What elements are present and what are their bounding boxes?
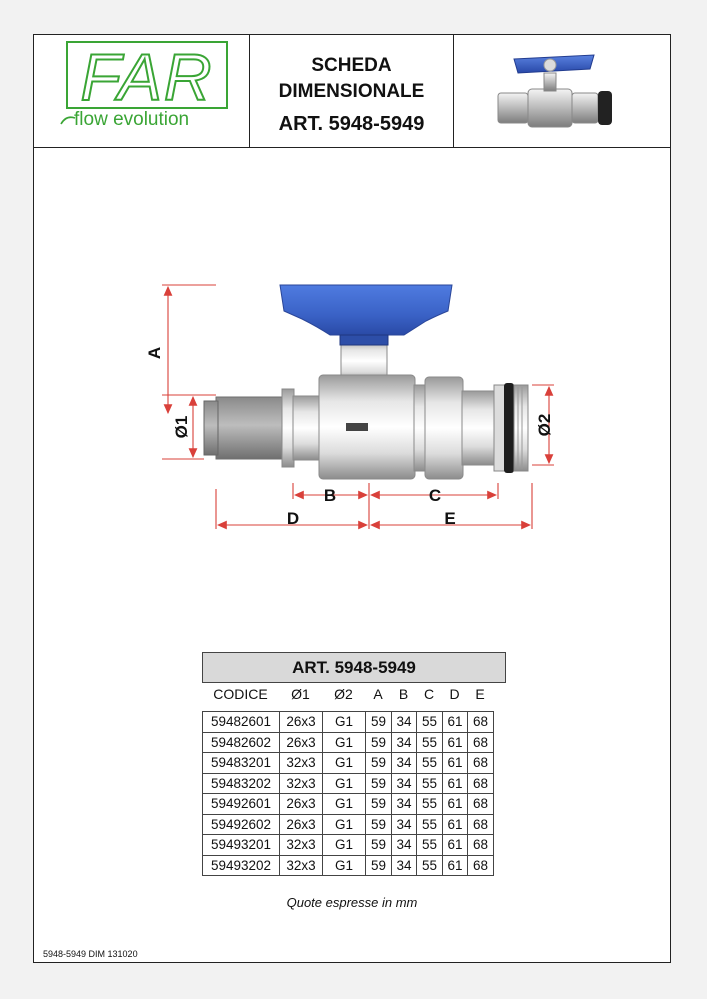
table-cell: 34 (392, 732, 417, 753)
table-cell: 55 (417, 794, 443, 815)
table-cell: 55 (417, 855, 443, 876)
table-cell: 32x3 (280, 773, 323, 794)
table-title: ART. 5948-5949 (202, 652, 506, 683)
table-cell: 59483201 (203, 753, 280, 774)
table-cell: 55 (417, 773, 443, 794)
table-cell: 68 (468, 732, 494, 753)
table-row (203, 753, 494, 774)
table-cell: 34 (392, 855, 417, 876)
header-codice: CODICE (213, 686, 268, 702)
table-cell: 34 (392, 794, 417, 815)
table-cell: G1 (323, 773, 366, 794)
table-cell: 59 (366, 712, 392, 733)
units-note: Quote espresse in mm (286, 895, 418, 910)
table-row (203, 855, 494, 876)
table-row (203, 732, 494, 753)
table-cell: 32x3 (280, 855, 323, 876)
table-cell: 55 (417, 712, 443, 733)
header-d: D (449, 686, 460, 702)
table-row (203, 773, 494, 794)
table-cell: 59 (366, 855, 392, 876)
table-cell: 68 (468, 835, 494, 856)
table-cell: 59 (366, 835, 392, 856)
logo-wordmark: FAR (80, 40, 214, 114)
table-cell: 61 (443, 732, 468, 753)
header-c: C (423, 686, 435, 702)
table-cell: G1 (323, 794, 366, 815)
table-cell: G1 (323, 732, 366, 753)
article-number: ART. 5948-5949 (278, 113, 425, 135)
table-cell: 55 (417, 835, 443, 856)
header-a: A (373, 686, 383, 702)
table-cell: 55 (417, 753, 443, 774)
table-cell: 59 (366, 814, 392, 835)
table-cell: G1 (323, 835, 366, 856)
table-cell: 59 (366, 753, 392, 774)
table-cell: 68 (468, 855, 494, 876)
table-cell: 34 (392, 753, 417, 774)
table-cell: 61 (443, 835, 468, 856)
table-cell: 68 (468, 712, 494, 733)
header-b: B (398, 686, 409, 702)
table-cell: 55 (417, 732, 443, 753)
table-header-row (202, 686, 506, 706)
table-cell: 59493201 (203, 835, 280, 856)
table-cell: 55 (417, 814, 443, 835)
table-cell: 68 (468, 794, 494, 815)
dim-label-B: B (323, 486, 337, 505)
table-cell: 59 (366, 773, 392, 794)
blue-handle (280, 285, 452, 335)
header-d1: Ø1 (291, 686, 310, 702)
dim-label-d1: Ø1 (172, 415, 191, 439)
header-e: E (475, 686, 485, 702)
table-cell: 34 (392, 773, 417, 794)
table-cell: 26x3 (280, 712, 323, 733)
table-row (203, 814, 494, 835)
dimension-drawing (34, 35, 670, 595)
title-line-2: DIMENSIONALE (278, 81, 425, 102)
table-cell: 61 (443, 814, 468, 835)
table-cell: 32x3 (280, 753, 323, 774)
table-cell: 59 (366, 794, 392, 815)
dim-label-D: D (286, 509, 300, 528)
document-reference: 5948-5949 DIM 131020 (43, 949, 138, 959)
table-cell: 59493202 (203, 855, 280, 876)
table-cell: 59492601 (203, 794, 280, 815)
table-cell: 59482601 (203, 712, 280, 733)
table-cell: 68 (468, 753, 494, 774)
table-cell: 34 (392, 712, 417, 733)
header-d2: Ø2 (334, 686, 353, 702)
table-cell: 26x3 (280, 732, 323, 753)
table-cell: 61 (443, 794, 468, 815)
dim-label-d2: Ø2 (535, 413, 554, 437)
logo-tagline: flow evolution (74, 109, 190, 130)
table-row (203, 712, 494, 733)
table-cell: 59483202 (203, 773, 280, 794)
table-cell: 61 (443, 712, 468, 733)
table-row (203, 835, 494, 856)
table-cell: 34 (392, 814, 417, 835)
table-cell: G1 (323, 753, 366, 774)
table-cell: 68 (468, 773, 494, 794)
table-cell: 68 (468, 814, 494, 835)
table-cell: 26x3 (280, 794, 323, 815)
table-cell: 59482602 (203, 732, 280, 753)
table-cell: G1 (323, 814, 366, 835)
table-cell: 26x3 (280, 814, 323, 835)
dimensions-grid (202, 711, 494, 876)
title-line-1: SCHEDA (311, 55, 392, 76)
table-cell: 32x3 (280, 835, 323, 856)
table-cell: 61 (443, 753, 468, 774)
table-row (203, 794, 494, 815)
datasheet-page (33, 34, 671, 963)
dim-label-C: C (428, 486, 442, 505)
press-fitting (216, 397, 286, 459)
table-cell: G1 (323, 855, 366, 876)
table-cell: 59492602 (203, 814, 280, 835)
dim-label-E: E (444, 509, 456, 528)
table-cell: 59 (366, 732, 392, 753)
table-cell: 34 (392, 835, 417, 856)
table-cell: 61 (443, 855, 468, 876)
table-cell: 61 (443, 773, 468, 794)
table-cell: G1 (323, 712, 366, 733)
dim-label-A: A (145, 346, 164, 360)
